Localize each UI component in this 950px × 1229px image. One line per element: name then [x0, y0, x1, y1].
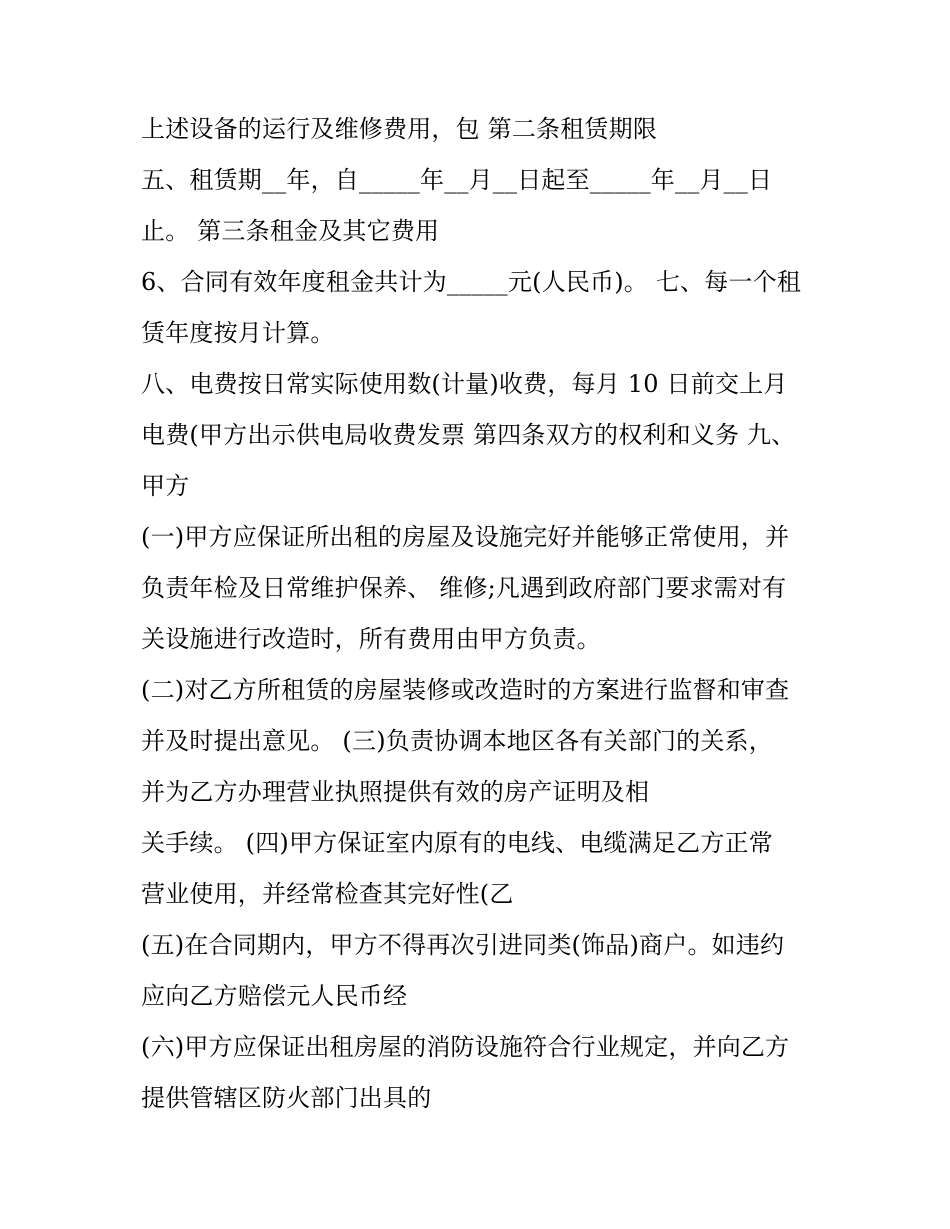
text-line: (六)甲方应保证出租房屋的消防设施符合行业规定，并向乙方 — [141, 1033, 790, 1061]
text-line: 关手续。 (四)甲方保证室内原有的电线、电缆满足乙方正常 — [141, 829, 773, 857]
text-line: 提供管辖区防火部门出具的 — [141, 1084, 432, 1112]
text-line: (二)对乙方所租赁的房屋装修或改造时的方案进行监督和审查 — [141, 676, 790, 704]
text-line: (五)在合同期内，甲方不得再次引进同类(饰品)商户。如违约 — [141, 931, 785, 959]
text-line: (一)甲方应保证所出租的房屋及设施完好并能够正常使用，并 — [141, 523, 790, 551]
text-line: 应向乙方赔偿元人民币经 — [141, 982, 408, 1010]
text-line: 关设施进行改造时，所有费用由甲方负责。 — [141, 625, 601, 653]
text-line: 6、合同有效年度租金共计为_____元(人民币)。 七、每一个租 — [141, 268, 802, 296]
text-line: 电费(甲方出示供电局收费发票 第四条双方的权利和义务 九、 — [141, 421, 796, 449]
text-line: 营业使用，并经常检查其完好性(乙 — [141, 880, 514, 908]
text-line: 止。 第三条租金及其它费用 — [141, 217, 440, 245]
text-line: 五、租赁期__年，自_____年__月__日起至_____年__月__日 — [141, 166, 773, 194]
text-line: 甲方 — [141, 472, 190, 500]
contract-text — [141, 110, 821, 1130]
text-line: 八、电费按日常实际使用数(计量)收费，每月 10 日前交上月 — [141, 370, 788, 398]
text-line: 并为乙方办理营业执照提供有效的房产证明及相 — [141, 778, 650, 806]
text-line: 上述设备的运行及维修费用，包 第二条租赁期限 — [141, 115, 658, 143]
text-line: 赁年度按月计算。 — [141, 319, 335, 347]
text-line: 并及时提出意见。 (三)负责协调本地区各有关部门的关系， — [141, 727, 773, 755]
text-line: 负责年检及日常维护保养、 维修;凡遇到政府部门要求需对有 — [141, 574, 787, 602]
